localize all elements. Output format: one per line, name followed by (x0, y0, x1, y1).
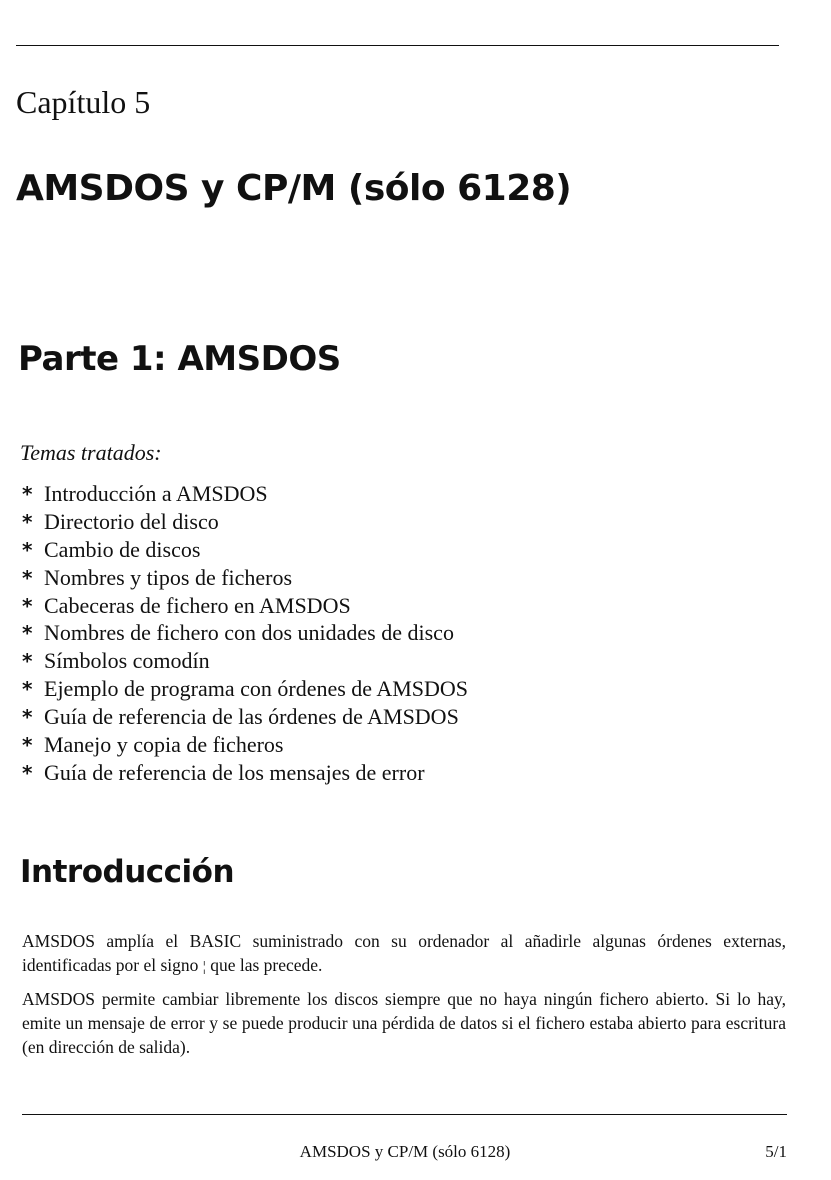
chapter-label: Capítulo 5 (16, 84, 151, 120)
footer-rule (22, 1114, 787, 1115)
top-rule (16, 45, 779, 46)
chapter-title: AMSDOS y CP/M (sólo 6128) (16, 168, 572, 209)
topic-text: Introducción a AMSDOS (44, 481, 268, 506)
page-number: 5/1 (765, 1142, 787, 1161)
topic-list-item (22, 536, 782, 564)
topic-list-item (22, 564, 782, 592)
topic-list-item (22, 647, 782, 675)
topic-list-item (22, 731, 782, 759)
topic-text: Ejemplo de programa con órdenes de AMSDOS (44, 676, 469, 702)
bullet-icon: * (22, 565, 33, 590)
topic-list-item (22, 675, 782, 703)
topic-text: Cabeceras de fichero en AMSDOS (44, 592, 351, 618)
topic-list-item (22, 619, 782, 647)
bullet-icon: * (22, 621, 33, 646)
bullet-icon: * (22, 537, 33, 562)
bullet-icon: * (22, 705, 33, 730)
topics-label: Temas tratados: (20, 440, 162, 465)
topic-list-item (22, 759, 782, 787)
running-footer: AMSDOS y CP/M (sólo 6128) (299, 1142, 511, 1161)
bullet-icon: * (22, 649, 33, 674)
topic-text: Nombres y tipos de ficheros (44, 564, 293, 590)
bullet-icon: * (22, 482, 33, 506)
paragraph-text: AMSDOS amplía el BASIC suministrado con su ordenador al añadirle algunas órdenes externas, identificadas por el signo (22, 931, 786, 975)
bullet-icon: * (22, 509, 33, 534)
topic-text: Nombres de fichero con dos unidades de disco (44, 620, 454, 646)
bullet-icon: * (22, 677, 33, 702)
topic-text: Guía de referencia de los mensajes de error (44, 759, 425, 785)
bullet-icon: * (22, 760, 33, 785)
body-paragraph (22, 929, 786, 979)
topic-list-item (22, 480, 782, 508)
paragraph-text: que las precede. (205, 955, 323, 975)
topic-text: Directorio del disco (44, 508, 219, 534)
section-heading: Introducción (20, 854, 235, 890)
topic-text: Guía de referencia de las órdenes de AMSDOS (44, 704, 459, 730)
topic-text: Cambio de discos (44, 536, 201, 562)
bullet-icon: * (22, 593, 33, 618)
body-paragraph: AMSDOS permite cambiar libremente los discos siempre que no haya ningún fichero abierto. Si lo hay, emite un mensaje de error y se puede producir una pérdida de datos si el fichero estaba abierto para escritura (en dirección de salida). (22, 989, 786, 1057)
topic-text: Símbolos comodín (44, 648, 210, 674)
topic-list-item (22, 592, 782, 620)
topic-list-item (22, 703, 782, 731)
topic-text: Manejo y copia de ficheros (44, 732, 284, 758)
topic-list-item (22, 508, 782, 536)
bar-symbol: ¦ (202, 959, 206, 975)
topic-list (22, 480, 782, 787)
bullet-icon: * (22, 733, 33, 758)
part-title: Parte 1: AMSDOS (18, 339, 341, 379)
